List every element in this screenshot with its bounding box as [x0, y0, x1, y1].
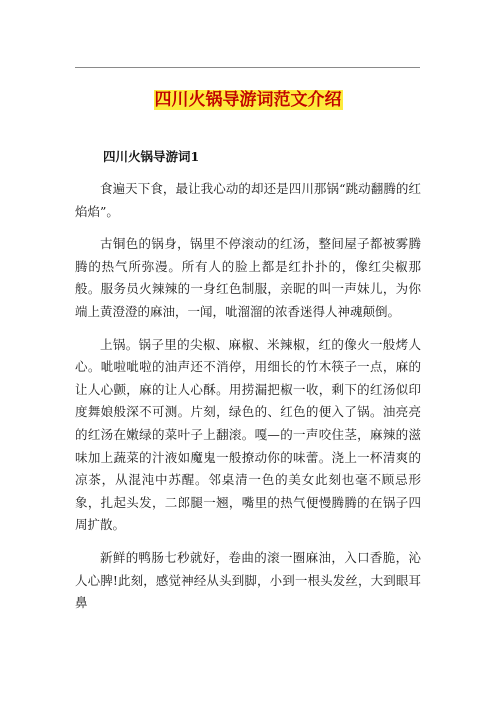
paragraph-1: 食遍天下食，最让我心动的却还是四川那锅“跳动翻腾的红焰焰”。: [75, 181, 421, 219]
paragraph-3: 上锅。锅子里的尖椒、麻椒、米辣椒，红的像火一般烤人心。呲啦呲啦的油声还不消停，用细长的竹木筷子一点，麻的让人心颤，麻的让人心酥。用捞漏把椒一收，剩下的红汤似印度舞娘般深不可测。片刻，绿色的、红色的便入了锅。油亮亮的红汤在嫩绿的菜叶子上翻滚。嘎—的一声咬住茎，麻辣的滋味加上蔬菜的汁液如魔鬼一般撩动你的味蕾。浇上一杯清爽的凉茶，从混沌中苏醒。邻桌清一色的美女此刻也毫不顾忌形象，扎起头发，二郎腿一翘，嘴里的热气便慢腾腾的在锅子四周扩散。: [75, 336, 421, 533]
header-rule: [75, 67, 420, 68]
document-title: [0, 87, 496, 113]
document-body: [75, 146, 421, 625]
paragraph-4: 新鲜的鸭肠七秒就好，卷曲的滚一圈麻油，入口香脆，沁人心脾!此刻，感觉神经从头到脚，小到一根头发丝，大到眼耳鼻: [75, 549, 421, 611]
document-title-text: 四川火锅导游词范文介绍: [154, 90, 342, 110]
paragraph-2: 古铜色的锅身，锅里不停滚动的红汤，整间屋子都被雾腾腾的热气所弥漫。所有人的脸上都是红扑扑的，像红尖椒那般。服务员火辣辣的一身红色制服，亲昵的叫一声妹儿，为你端上黄澄澄的麻油，一闻，呲溜溜的浓香迷得人神魂颠倒。: [75, 236, 421, 319]
section-heading: 四川火锅导游词1: [103, 149, 200, 164]
